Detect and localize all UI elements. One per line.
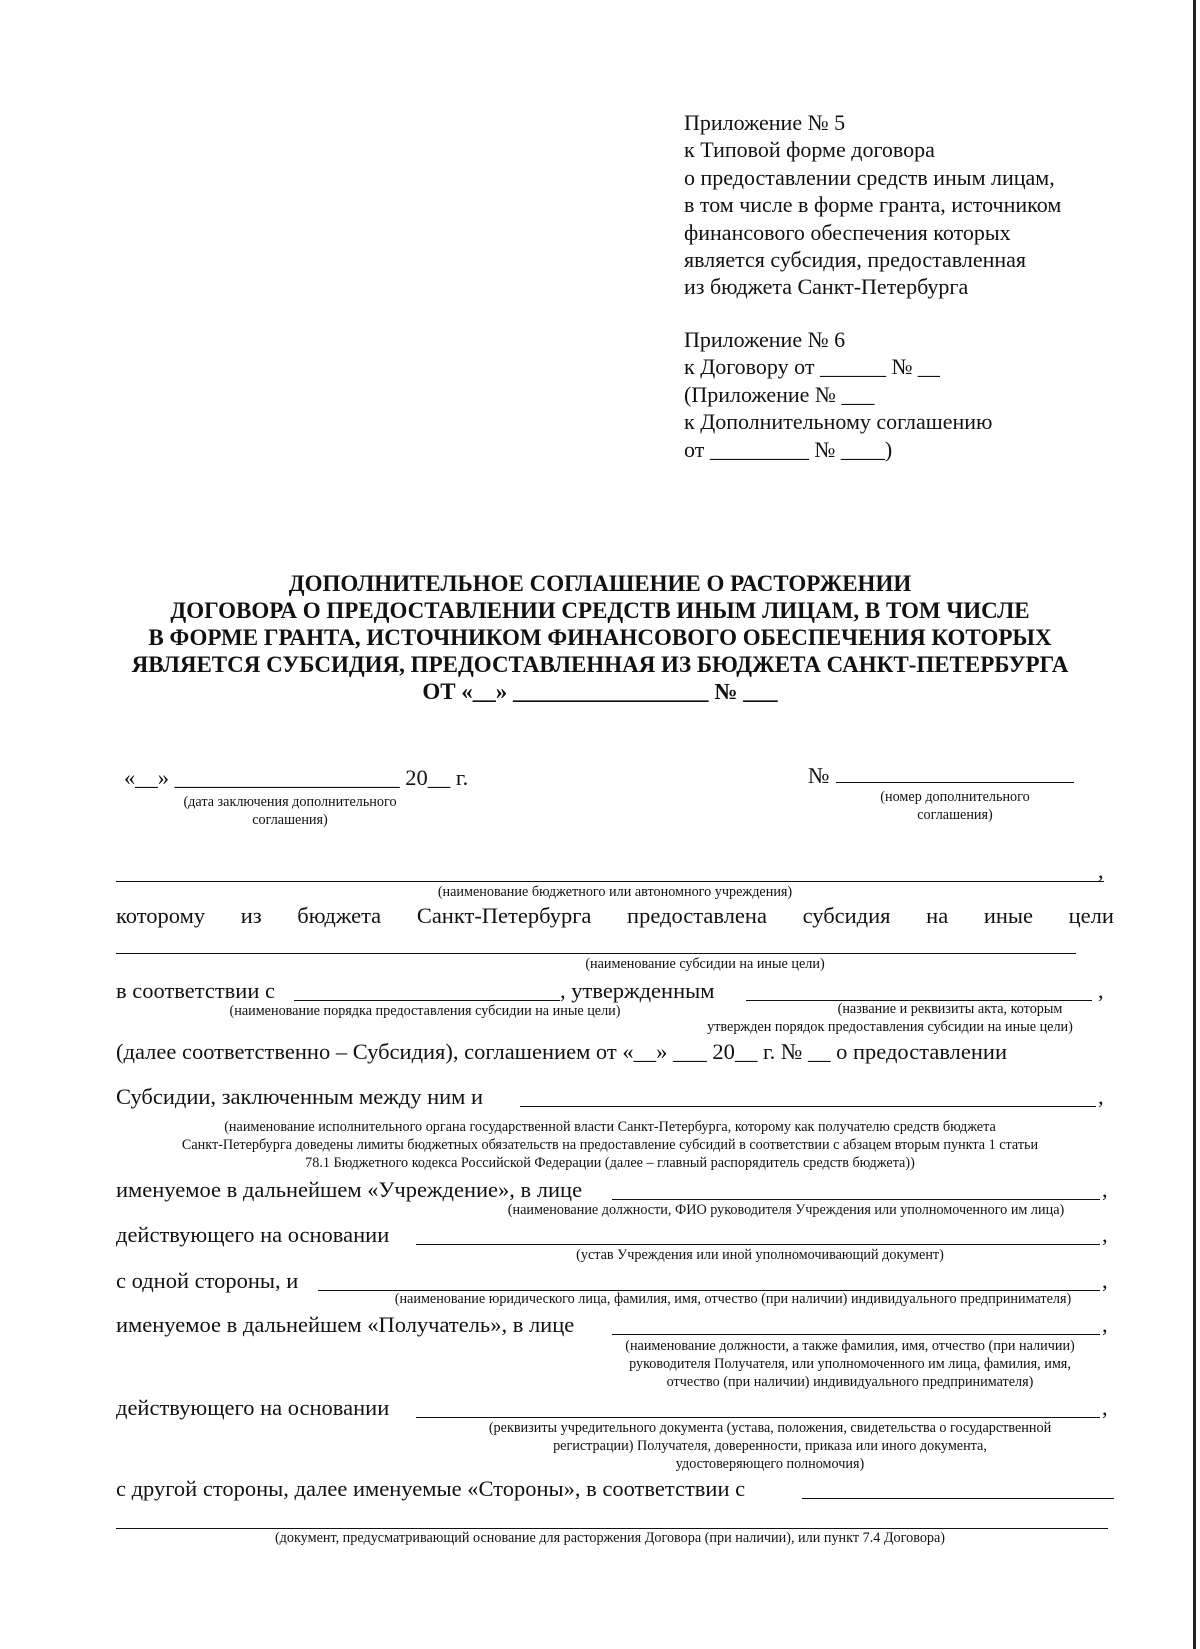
termination-basis-caption: (документ, предусматривающий основание для расторжения Договора (при наличии), или пункт 7.4 Договора) xyxy=(274,1530,946,1546)
executive-body-line xyxy=(520,1106,1096,1107)
line-comma: , xyxy=(1102,1395,1108,1420)
number-line xyxy=(836,782,1074,783)
appendix-line: к Договору от ______ № __ xyxy=(684,354,940,380)
subsidy-caption: (наименование субсидии на иные цели) xyxy=(585,956,825,972)
line-comma: , xyxy=(1102,1312,1108,1337)
row4-text: Субсидии, заключенным между ним и xyxy=(116,1084,484,1109)
document-title xyxy=(80,570,1120,705)
scan-edge xyxy=(1193,0,1196,1649)
appendix-line: о предоставлении средств иным лицам, xyxy=(684,164,1055,190)
executive-body-caption: (наименование исполнительного органа государственной власти Санкт-Петербурга, которому как получателю средств бюджета Санкт-Петербурга доведены лимиты бюджетных обязательств на предоставление субсидий в соответствии с абзацем вторым пункта 1 статьи 78.1 Бюджетного кодекса Российской Федерации (далее – главный распорядитель средств бюджета)) xyxy=(181,1119,1039,1171)
appendix-line: из бюджета Санкт-Петербурга xyxy=(684,274,969,300)
institution-caption: (наименование бюджетного или автономного учреждения) xyxy=(437,884,793,900)
row5-text: именуемое в дальнейшем «Учреждение», в лице xyxy=(116,1177,583,1202)
line-comma: , xyxy=(1102,1177,1108,1202)
appendix-line: Приложение № 5 xyxy=(684,110,846,135)
title-line: ЯВЛЯЕТСЯ СУБСИДИЯ, ПРЕДОСТАВЛЕННАЯ ИЗ БЮДЖЕТА САНКТ-ПЕТЕРБУРГА xyxy=(131,652,1069,677)
row2-prefix: в соответствии с xyxy=(116,978,275,1003)
number-sign: № xyxy=(808,763,830,788)
appendix-line: является субсидия, предоставленная xyxy=(684,247,1027,273)
appendix-line: к Дополнительному соглашению xyxy=(684,409,993,435)
title-line: В ФОРМЕ ГРАНТА, ИСТОЧНИКОМ ФИНАНСОВОГО ОБЕСПЕЧЕНИЯ КОТОРЫХ xyxy=(148,625,1052,650)
recipient-basis-caption: (реквизиты учредительного документа (устава, положения, свидетельства о государственной регистрации) Получателя, доверенности, приказа или иного документа, удостоверяющего полномочия) xyxy=(488,1420,1052,1472)
recipient-head-caption: (наименование должности, а также фамилия, имя, отчество (при наличии) руководителя Получателя, или уполномоченного им лица, фамилия, имя, отчество (при наличии) индивидуального предпринимателя) xyxy=(625,1338,1075,1390)
institution-head-line xyxy=(612,1199,1100,1200)
line-comma: , xyxy=(1098,858,1104,883)
title-line: ДОПОЛНИТЕЛЬНОЕ СОГЛАШЕНИЕ О РАСТОРЖЕНИИ xyxy=(288,571,912,596)
appendix-line: к Типовой форме договора xyxy=(684,137,935,163)
subsidy-name-line xyxy=(116,953,1076,954)
act-caption: (название и реквизиты акта, которым утвержден порядок предоставления субсидии на иные цели) xyxy=(707,1001,1073,1035)
date-caption: (дата заключения дополнительного соглашения) xyxy=(183,794,397,828)
row8-text: именуемое в дальнейшем «Получатель», в лице xyxy=(116,1312,575,1337)
title-line: ОТ «__» _________________ № ___ xyxy=(422,679,778,704)
subsidy-sentence-row: которому из бюджета Санкт-Петербурга предоставлена субсидия на иные цели xyxy=(116,903,1114,928)
appendix-line: Приложение № 6 xyxy=(684,327,846,352)
row6-text: действующего на основании xyxy=(116,1222,390,1247)
institution-basis-caption: (устав Учреждения или иной уполномочивающий документ) xyxy=(576,1247,944,1263)
recipient-basis-line xyxy=(416,1417,1100,1418)
row9-text: действующего на основании xyxy=(116,1395,390,1420)
line-comma: , xyxy=(1098,978,1104,1003)
line-comma: , xyxy=(1098,1084,1104,1109)
line-comma: , xyxy=(1102,1222,1108,1247)
recipient-name-caption: (наименование юридического лица, фамилия, имя, отчество (при наличии) индивидуального предпринимателя) xyxy=(394,1291,1072,1307)
institution-line xyxy=(116,881,1104,882)
row10-text: с другой стороны, далее именуемые «Стороны», в соответствии с xyxy=(116,1476,746,1501)
recipient-head-line xyxy=(612,1334,1100,1335)
appendix-line: (Приложение № ___ xyxy=(684,381,875,407)
termination-basis-line-1 xyxy=(802,1498,1114,1499)
appendix-6-block xyxy=(684,326,992,463)
line-comma: , xyxy=(1102,1268,1108,1293)
title-line: ДОГОВОРА О ПРЕДОСТАВЛЕНИИ СРЕДСТВ ИНЫМ ЛИЦАМ, В ТОМ ЧИСЛЕ xyxy=(170,598,1030,623)
row3-text: (далее соответственно – Субсидия), соглашением от «__» ___ 20__ г. № __ о предоставлении xyxy=(116,1039,1007,1064)
order-caption: (наименование порядка предоставления субсидии на иные цели) xyxy=(229,1003,621,1019)
row7-text: с одной стороны, и xyxy=(116,1268,299,1293)
number-caption: (номер дополнительного соглашения) xyxy=(880,789,1030,823)
institution-basis-line xyxy=(416,1244,1100,1245)
row2-mid: , утвержденным xyxy=(560,978,715,1003)
appendix-line: от _________ № ____) xyxy=(684,436,893,462)
appendix-5-block xyxy=(684,109,1061,301)
institution-head-caption: (наименование должности, ФИО руководителя Учреждения или уполномоченного им лица) xyxy=(507,1202,1065,1218)
appendix-line: финансового обеспечения которых xyxy=(684,219,1011,245)
appendix-line: в том числе в форме гранта, источником xyxy=(684,192,1062,218)
agreement-date-field: «__» ____________________ 20__ г. xyxy=(124,765,469,790)
order-name-line xyxy=(294,1000,560,1001)
